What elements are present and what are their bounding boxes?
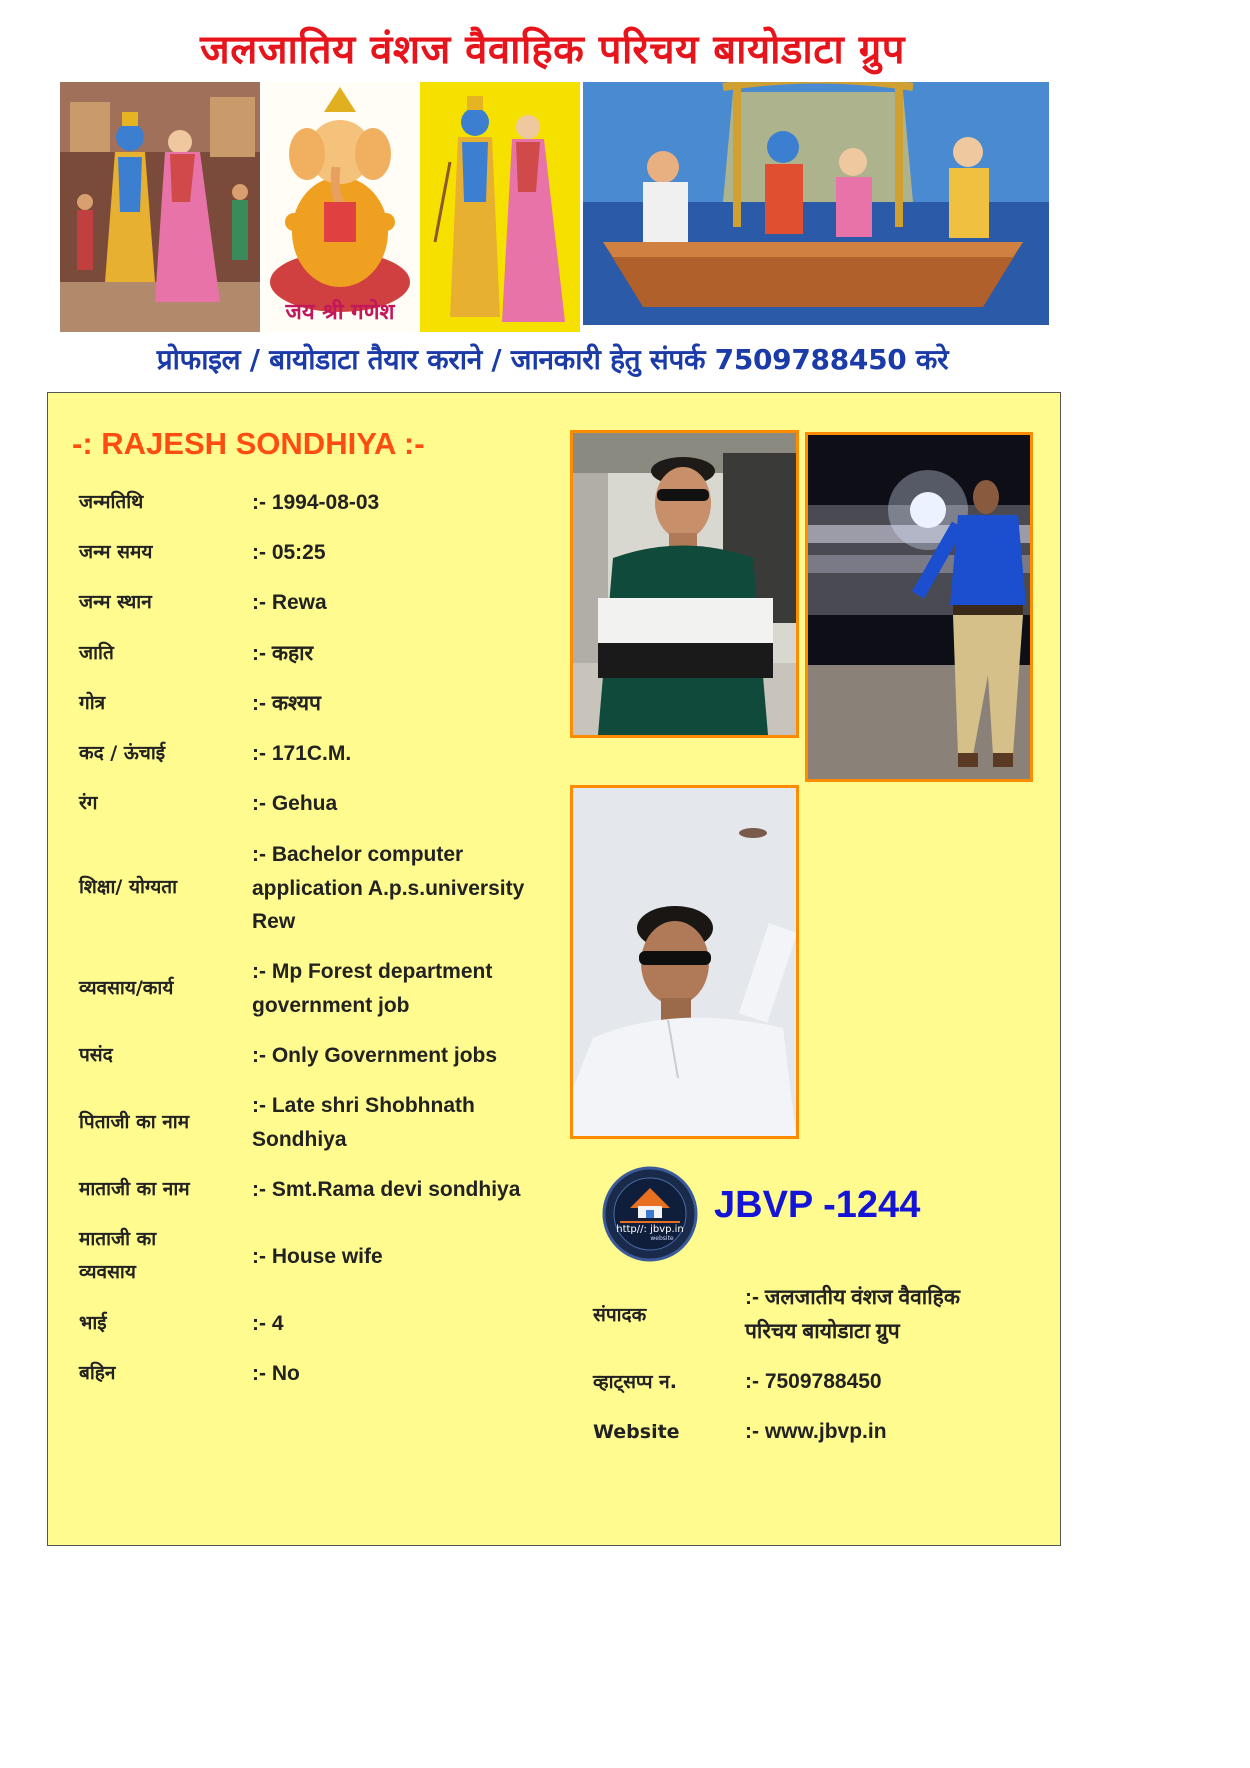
field-value-complexion: :- Gehua bbox=[252, 792, 338, 815]
field-label-sisters: बहिन bbox=[79, 1362, 116, 1384]
field-value-education: :- Bachelor computer application A.p.s.university Rew bbox=[252, 843, 525, 933]
page-title: जलजातिय वंशज वैवाहिक परिचय बायोडाटा ग्रुप bbox=[200, 27, 905, 73]
logo-url-text: http//: jbvp.in bbox=[616, 1224, 684, 1235]
profile-photo-1 bbox=[570, 430, 799, 738]
logo-sub-text: website bbox=[650, 1235, 674, 1242]
field-value-occupation: :- Mp Forest department government job bbox=[252, 960, 493, 1017]
profile-photo-3 bbox=[570, 785, 799, 1139]
jbvp-logo bbox=[602, 1166, 698, 1262]
editor-value: :- जलजातीय वंशज वैवाहिक परिचय बायोडाटा ग्रुप bbox=[745, 1286, 960, 1343]
field-label-birth-place: जन्म स्थान bbox=[79, 591, 152, 613]
whatsapp-label: व्हाट्सप्प न. bbox=[593, 1371, 677, 1393]
field-label-birth-time: जन्म समय bbox=[79, 541, 153, 563]
field-value-mother-occupation: :- House wife bbox=[252, 1245, 383, 1268]
field-value-father-name: :- Late shri Shobhnath Sondhiya bbox=[252, 1094, 475, 1151]
rama-sita-image bbox=[420, 82, 580, 332]
field-label-brothers: भाई bbox=[79, 1312, 107, 1334]
profile-name: -: RAJESH SONDHIYA :- bbox=[72, 426, 425, 461]
field-value-preference: :- Only Government jobs bbox=[252, 1044, 498, 1067]
field-label-occupation: व्यवसाय/कार्य bbox=[79, 977, 174, 999]
field-value-brothers: :- 4 bbox=[252, 1312, 284, 1335]
contact-line: प्रोफाइल / बायोडाटा तैयार कराने / जानकारी हेतु संपर्क 7509788450 करे bbox=[156, 343, 949, 376]
field-label-height: कद / ऊंचाई bbox=[79, 742, 166, 764]
field-value-dob: :- 1994-08-03 bbox=[252, 491, 380, 514]
field-value-birth-time: :- 05:25 bbox=[252, 541, 326, 564]
field-label-education: शिक्षा/ योग्यता bbox=[79, 876, 177, 898]
field-label-mother-name: माताजी का नाम bbox=[79, 1178, 190, 1200]
rama-sita-wedding-image bbox=[60, 82, 260, 332]
field-label-mother-occupation: माताजी का व्यवसाय bbox=[79, 1228, 157, 1283]
field-label-preference: पसंद bbox=[79, 1044, 113, 1066]
boat-scene-image bbox=[583, 82, 1049, 325]
profile-photo-2 bbox=[805, 432, 1033, 782]
field-label-gotra: गोत्र bbox=[79, 692, 106, 714]
field-value-birth-place: :- Rewa bbox=[252, 591, 327, 614]
website-label: Website bbox=[593, 1421, 680, 1443]
field-value-height: :- 171C.M. bbox=[252, 742, 352, 765]
field-value-gotra: :- कश्यप bbox=[252, 692, 321, 715]
field-value-mother-name: :- Smt.Rama devi sondhiya bbox=[252, 1178, 521, 1201]
website-value: :- www.jbvp.in bbox=[745, 1420, 887, 1443]
field-label-father-name: पिताजी का नाम bbox=[79, 1111, 190, 1133]
editor-label: संपादक bbox=[593, 1304, 647, 1326]
field-label-caste: जाति bbox=[79, 642, 114, 664]
field-label-dob: जन्मतिथि bbox=[79, 491, 144, 513]
ganesh-image bbox=[262, 82, 418, 332]
field-value-caste: :- कहार bbox=[252, 642, 314, 665]
field-value-sisters: :- No bbox=[252, 1362, 300, 1385]
ganesh-caption: जय श्री गणेश bbox=[285, 299, 395, 325]
field-label-complexion: रंग bbox=[79, 792, 98, 814]
whatsapp-value: :- 7509788450 bbox=[745, 1370, 882, 1393]
profile-id: JBVP -1244 bbox=[714, 1184, 921, 1226]
